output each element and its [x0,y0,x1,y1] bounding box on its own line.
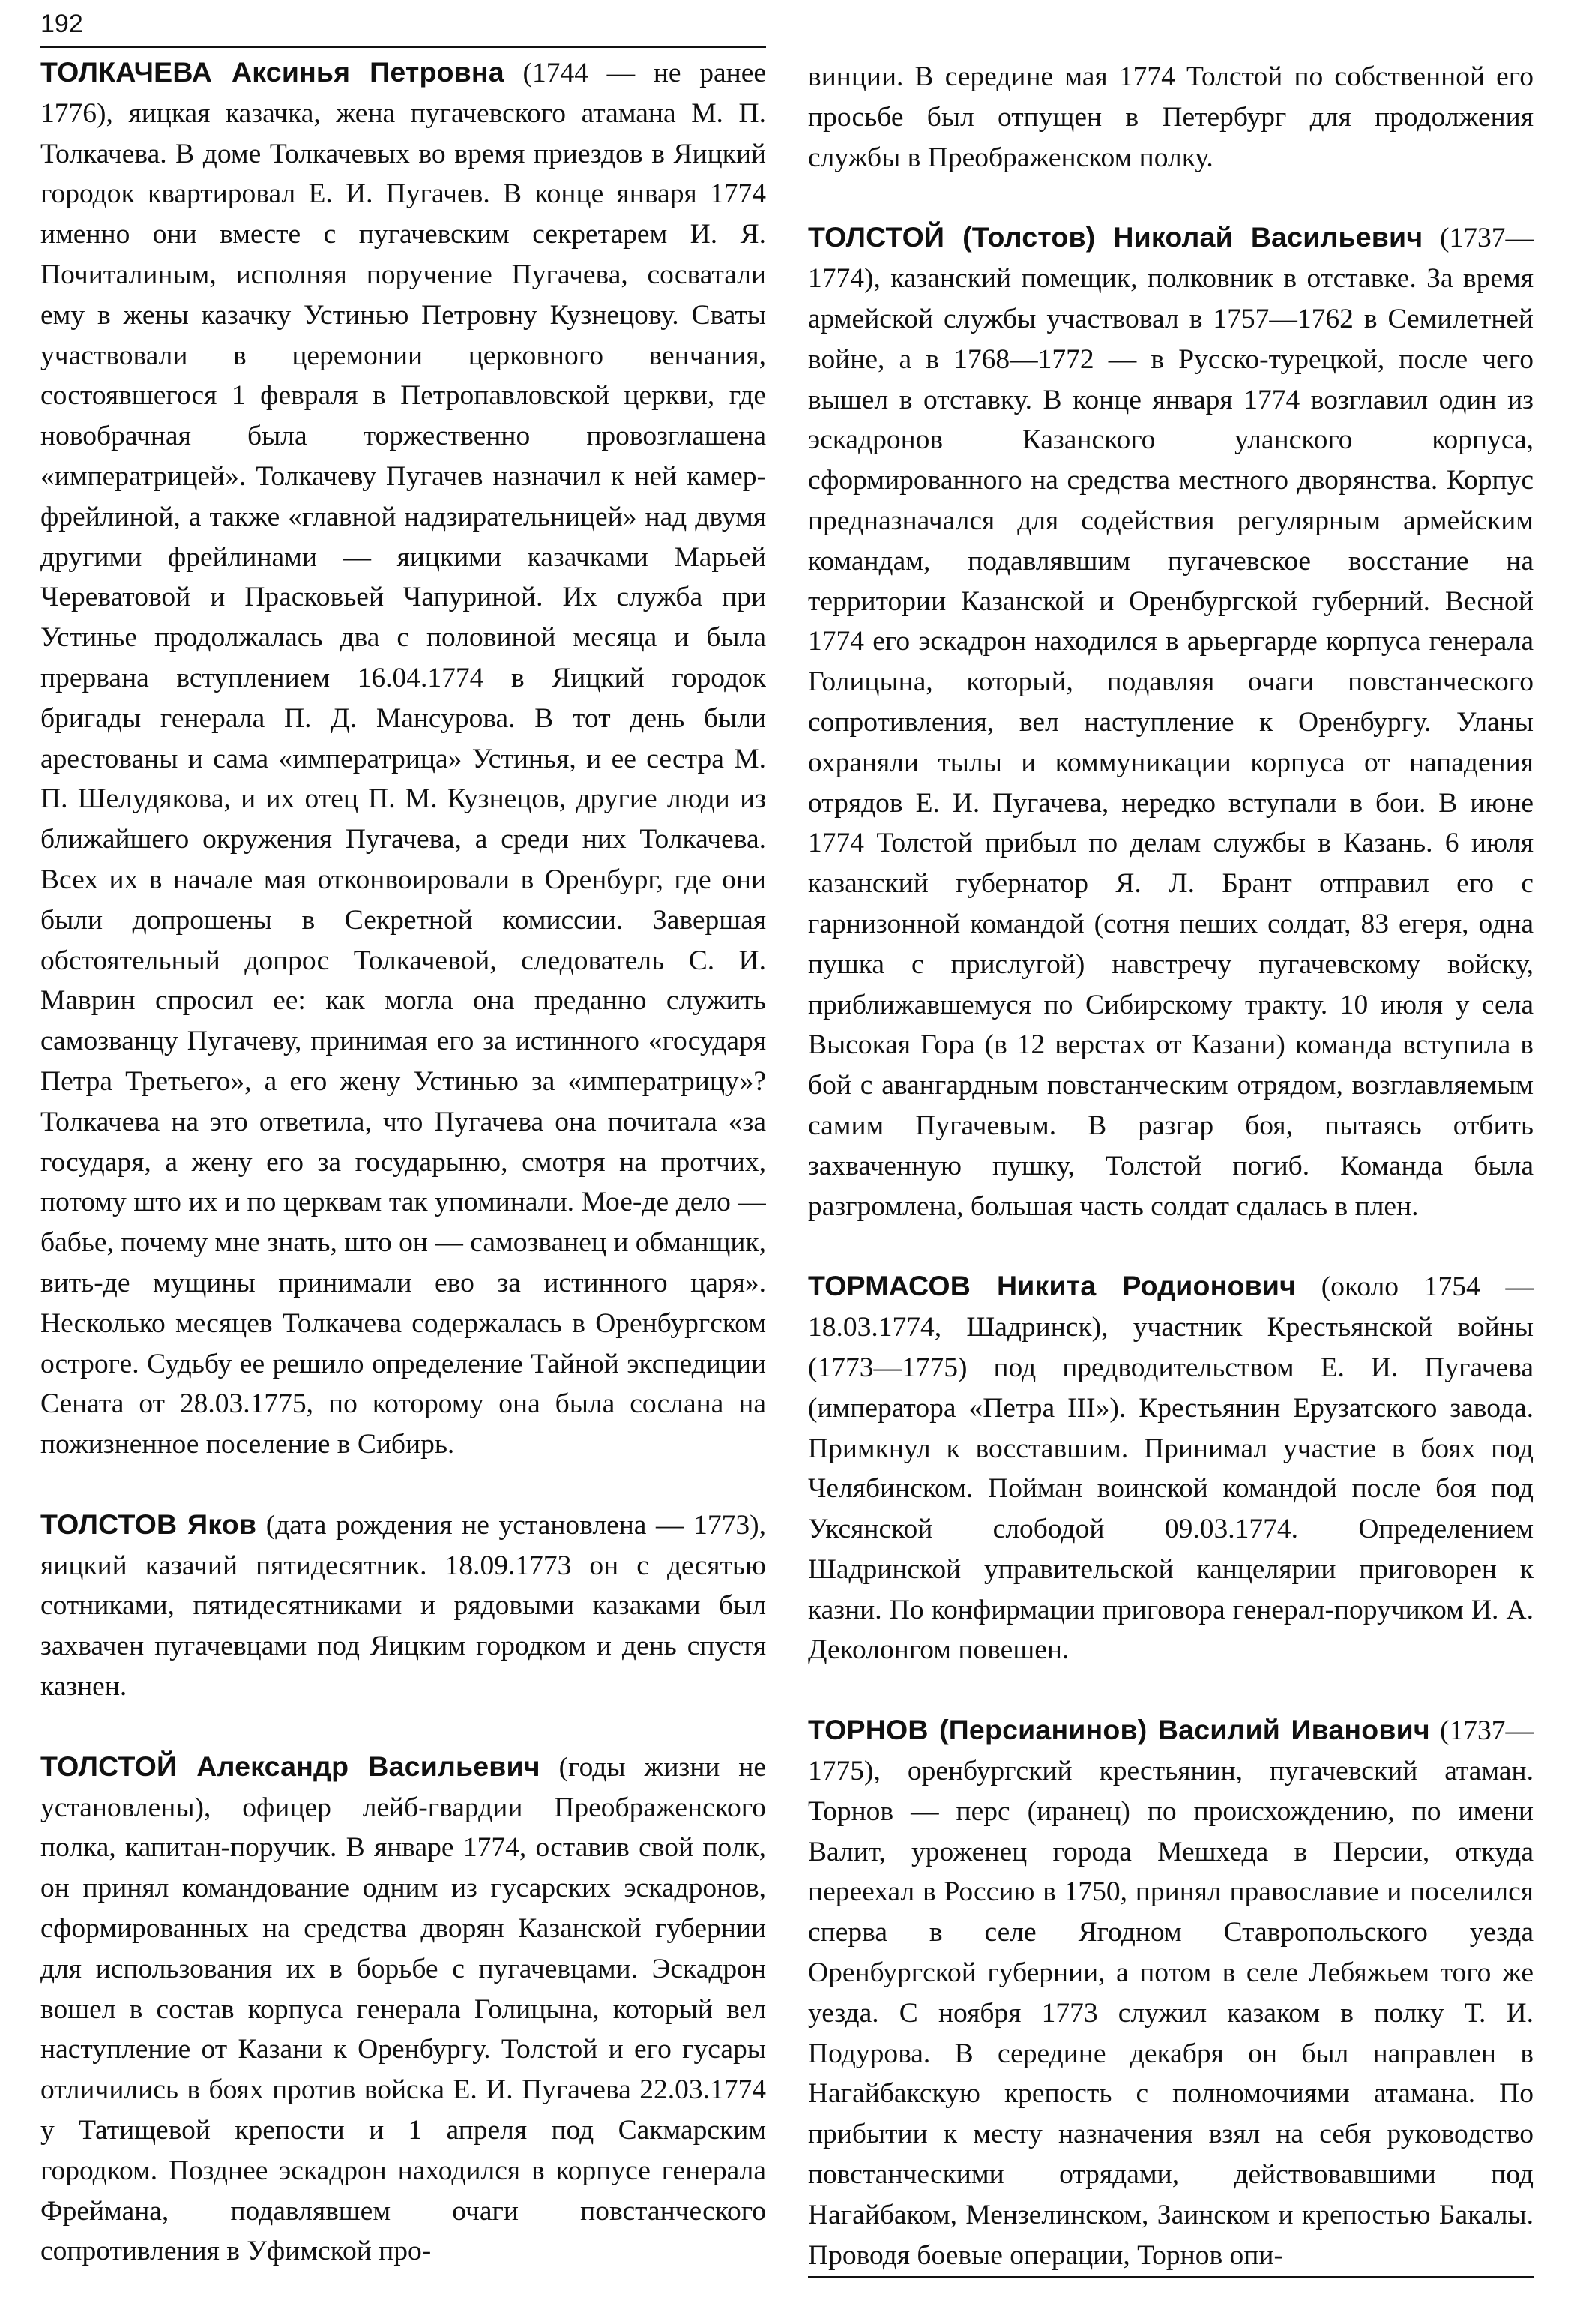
entry-body: (1744 — не ранее 1776), яицкая казачка, жена пугачевского атамана М. П. Толкачева. В доме Толкачевых во время приездов в Яицкий городок квартировал Е. И. Пугачев. В конце января 1774 именно они вместе с пугачевским секретарем И. Я. Почиталиным, исполняя поручение Пугачева, сосватали ему в жены казачку Устинью Петровну Кузнецову. Сваты участвовали в церемонии церковного венчания, состоявшегося 1 февраля в Петропавловской церкви, где новобрачная была торжественно провозглашена «императрицей». Толкачеву Пугачев назначил к ней камер-фрейлиной, а также «главной надзирательницей» над двумя другими фрейлинами — яицкими казачками Марьей Череватовой и Прасковьей Чапуриной. Их служба при Устинье продолжалась два с половиной месяца и была прервана вступлением 16.04.1774 в Яицкий городок бригады генерала П. Д. Мансурова. В тот день были арестованы и сама «императрица» Устинья, и ее сестра М. П. Шелудякова, и их отец П. М. Кузнецов, другие люди из ближайшего окружения Пугачева, а среди них Толкачева. Всех их в начале мая отконвоировали в Оренбург, где они были допрошены в Секретной комиссии. Завершая обстоятельный допрос Толкачевой, следователь С. И. Маврин спросил ее: как могла она преданно служить самозванцу Пугачеву, принимая его за истинного «государя Петра Третьего», а его жену Устинью за «императрицу»? Толкачева на это ответила, что Пугачева она почитала «за государя, а жену его за государыню, смотря на протчих, потому што их и по церквам так упоминали. Мое-де дело — бабье, почему мне знать, што он — самозванец и обманщик, вить-де мущины принимали ево за истинного царя». Несколько месяцев Толкачева содержалась в Оренбургском остроге. Судьбу ее решило определение Тайной экспедиции Сената от 28.03.1775, по которому она была сослана на пожизненное поселение в Сибирь. [40,58,766,1460]
left-column [40,52,766,2317]
entry-body: (дата рождения не установлена — 1773), яицкий казачий пятидесятник. 18.09.1773 он с десятью сотниками, пятидесятниками и рядовыми казаками был захвачен пугачевцами под Яицким городком и день спустя казнен. [40,1509,766,1703]
entry-tornov [808,1710,1534,2275]
entry-tolkacheva [40,52,766,1465]
entry-body: (1737—1774), казанский помещик, полковник в отставке. За время армейской службы участвовал в 1757—1762 в Семилетней войне, а в 1768—1772 — в Русско-турецкой, после чего вышел в отставку. В конце января 1774 возглавил один из эскадронов Казанского уланского корпуса, сформированного на средства местного дворянства. Корпус предназначался для содействия регулярным армейским командам, подавлявшим пугачевское восстание на территории Казанской и Оренбургской губерний. Весной 1774 его эскадрон находился в арьергарде корпуса генерала Голицына, который, подавляя очаги повстанческого сопротивления, вел наступление к Оренбургу. Уланы охраняли тылы и коммуникации корпуса от нападения отрядов Е. И. Пугачева, нередко вступали в бои. В июне 1774 Толстой прибыл по делам службы в Казань. 6 июля казанский губернатор Я. Л. Брант отправил его с гарнизонной командой (сотня пеших солдат, 83 егеря, одна пушка с прислугой) навстречу пугачевскому войску, приближавшемуся по Сибирскому тракту. 10 июля у села Высокая Гора (в 12 верстах от Казани) команда вступила в бой с авангардным повстанческим отрядом, возглавляемым самим Пугачевым. В разгар боя, пытаясь отбить захваченную пушку, Толстой погиб. Команда была разгромлена, большая часть солдат сдалась в плен. [808,223,1534,1222]
continuation-text: винции. В середине мая 1774 Толстой по собственной его просьбе был отпущен в Петербург для продолжения службы в Преображенском полку. [808,61,1534,173]
entry-heading: ТОРМАСОВ Никита Родионович [808,1270,1297,1302]
entry-text [40,1747,766,2272]
entry-heading: ТОЛСТОВ Яков [40,1508,257,1540]
entry-text [808,217,1534,1226]
entry-heading: ТОЛСТОЙ (Толстов) Николай Васильевич [808,221,1423,253]
entry-heading: ТОЛКАЧЕВА Аксинья Петровна [40,56,504,88]
entry-tolstoy-alexander [40,1747,766,2272]
header-rule [40,46,766,48]
footer-rule [808,2276,1534,2278]
page-number: 192 [40,10,83,38]
entry-continuation [808,57,1534,178]
entry-tormasov [808,1266,1534,1670]
entry-body: (1737—1775), оренбургский крестьянин, пугачевский атаман. Торнов — перс (иранец) по происхождению, по имени Валит, уроженец города Мешхеда в Персии, откуда переехал в Россию в 1750, принял православие и поселился сперва в селе Ягодном Ставропольского уезда Оренбургской губернии, а потом в селе Лебяжьем того же уезда. С ноября 1773 служил казаком в полку Т. И. Подурова. В середине декабря он был направлен в Нагайбакскую крепость с полномочиями атамана. По прибытии к месту назначения взял на себя руководство повстанческими отрядами, действовавшими под Нагайбаком, Мензелинском, Заинском и крепостью Бакалы. Проводя боевые операции, Торнов опи- [808,1715,1534,2271]
entry-text [808,1710,1534,2275]
entry-body: (годы жизни не установлены), офицер лейб-гвардии Преображенского полка, капитан-поручик. В январе 1774, оставив свой полк, он принял командование одним из гусарских эскадронов, сформированных на средства дворян Казанской губернии для использования их в борьбе с пугачевцами. Эскадрон вошел в состав корпуса генерала Голицына, который вел наступление от Казани к Оренбургу. Толстой и его гусары отличились в боях против войска Е. И. Пугачева 22.03.1774 у Татищевой крепости и 1 апреля под Сакмарским городком. Позднее эскадрон находился в корпусе генерала Фреймана, подавлявшем очаги повстанческого сопротивления в Уфимской про- [40,1751,766,2267]
entry-body: (около 1754 — 18.03.1774, Шадринск), участник Крестьянской войны (1773—1775) под предводительством Е. И. Пугачева (императора «Петра III»). Крестьянин Ерузатского завода. Примкнул к восставшим. Принимал участие в боях под Челябинском. Пойман воинской командой после боя под Уксянской слободой 09.03.1774. Определением Шадринской управительской канцелярии приговорен к казни. По конфирмации приговора генерал-поручиком И. А. Деколонгом повешен. [808,1271,1534,1666]
entry-tolstoy-nikolay [808,217,1534,1226]
entry-tolstov-yakov [40,1505,766,1707]
entry-heading: ТОЛСТОЙ Александр Васильевич [40,1750,540,1782]
entry-text [40,1505,766,1707]
entry-text [40,52,766,1465]
entry-text [808,1266,1534,1670]
right-column [808,57,1534,2321]
entry-heading: ТОРНОВ (Персианинов) Василий Иванович [808,1714,1430,1746]
